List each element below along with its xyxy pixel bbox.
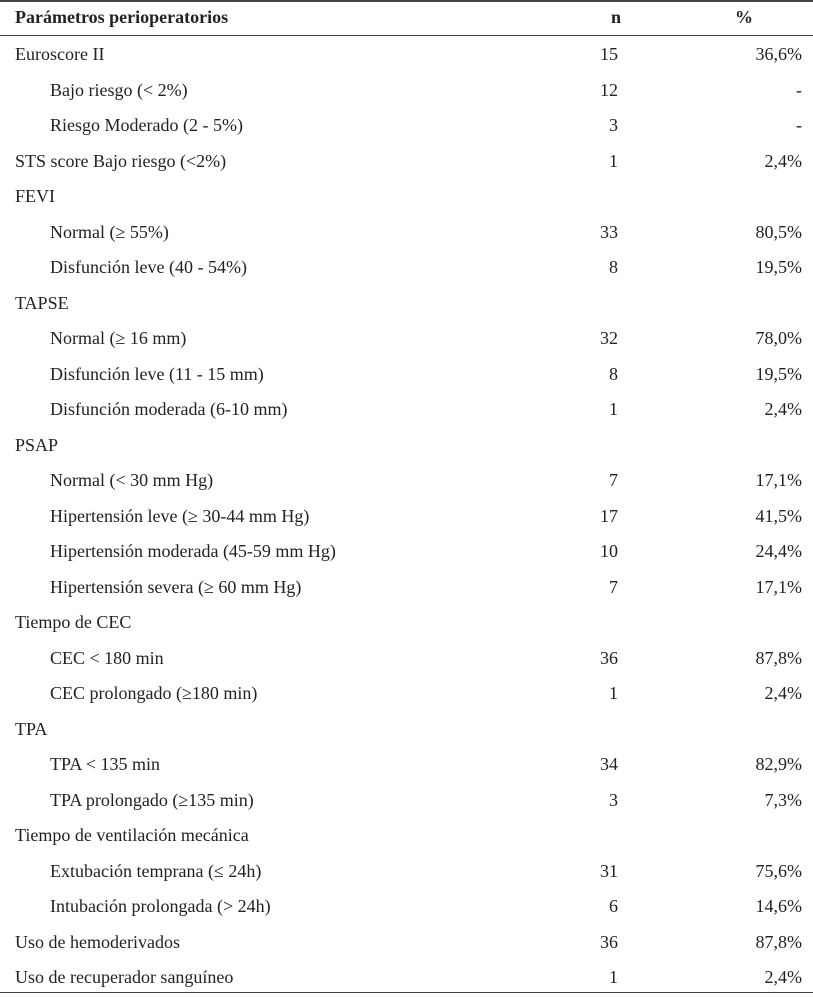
row-n: 1 (609, 399, 618, 419)
row-n: 17 (600, 505, 618, 526)
row-label: TPA prolongado (≥135 min) (50, 789, 254, 810)
table-row (0, 73, 813, 108)
row-label: Tiempo de ventilación mecánica (15, 825, 249, 845)
table-row (0, 321, 813, 356)
row-n: 3 (609, 789, 618, 810)
row-pct: 87,8% (755, 647, 802, 668)
bottom-rule (0, 992, 813, 993)
row-label: Riesgo Moderado (2 - 5%) (50, 115, 243, 135)
row-n: 8 (609, 257, 618, 277)
table-row (0, 747, 813, 782)
row-pct: 87,8% (755, 931, 802, 952)
table-row (0, 534, 813, 569)
row-pct: 80,5% (755, 221, 802, 242)
row-label: TPA (15, 718, 48, 739)
table-header (0, 0, 813, 35)
header-param: Parámetros perioperatorios (15, 7, 229, 27)
header-pct: % (735, 7, 753, 27)
row-pct: 82,9% (755, 754, 802, 774)
row-label: Disfunción leve (11 - 15 mm) (50, 363, 264, 384)
row-label: Disfunción leve (40 - 54%) (50, 257, 247, 277)
row-label: STS score Bajo riesgo (<2%) (15, 150, 227, 171)
row-n: 12 (600, 79, 618, 100)
table-row (0, 250, 813, 285)
table-row (0, 783, 813, 818)
row-label: CEC prolongado (≥180 min) (50, 683, 258, 703)
row-label: Extubación temprana (≤ 24h) (50, 860, 262, 881)
row-n: 33 (600, 221, 618, 242)
row-label: Uso de recuperador sanguíneo (15, 967, 234, 987)
table-row (0, 925, 813, 960)
row-n: 36 (600, 931, 618, 952)
table-row (0, 37, 813, 72)
row-label: CEC < 180 min (50, 647, 164, 668)
table-row (0, 605, 813, 640)
row-pct: 78,0% (755, 328, 802, 348)
row-pct: 2,4% (764, 399, 802, 419)
row-label: Tiempo de CEC (15, 612, 132, 632)
row-pct: 2,4% (764, 683, 802, 703)
row-label: Normal (< 30 mm Hg) (50, 470, 214, 490)
table-row (0, 712, 813, 747)
row-n: 1 (609, 683, 618, 703)
table-row (0, 854, 813, 889)
row-label: Normal (≥ 55%) (50, 221, 169, 242)
row-label: PSAP (15, 434, 59, 455)
row-label: Intubación prolongada (> 24h) (50, 896, 271, 916)
row-n: 32 (600, 328, 618, 348)
table-row (0, 570, 813, 605)
row-pct: 17,1% (755, 576, 802, 597)
row-pct: 19,5% (755, 363, 802, 384)
row-label: Euroscore II (15, 44, 105, 64)
table-row (0, 108, 813, 143)
row-pct: 14,6% (755, 896, 802, 916)
row-n: 1 (609, 150, 618, 171)
row-label: FEVI (15, 186, 55, 206)
row-n: 34 (600, 754, 618, 774)
row-pct: 36,6% (755, 44, 802, 64)
table-row (0, 889, 813, 924)
row-n: 7 (609, 470, 618, 490)
header-rule (0, 35, 813, 36)
table-row (0, 676, 813, 711)
row-label: TPA < 135 min (50, 754, 161, 774)
row-pct: - (796, 115, 802, 135)
row-pct: 7,3% (764, 789, 802, 810)
header-n: n (610, 7, 621, 27)
row-n: 1 (609, 967, 618, 987)
table-row (0, 357, 813, 392)
row-pct: 19,5% (755, 257, 802, 277)
row-n: 8 (609, 363, 618, 384)
row-pct: 2,4% (764, 150, 802, 171)
row-label: Uso de hemoderivados (15, 931, 180, 952)
table-row (0, 428, 813, 463)
row-n: 7 (609, 576, 618, 597)
table-row (0, 960, 813, 995)
row-n: 6 (609, 896, 618, 916)
table-row (0, 286, 813, 321)
table-row (0, 144, 813, 179)
row-pct: - (796, 79, 802, 100)
row-pct: 41,5% (755, 505, 802, 526)
table-row (0, 463, 813, 498)
row-label: Disfunción moderada (6-10 mm) (50, 399, 288, 419)
row-n: 36 (600, 647, 618, 668)
row-n: 3 (609, 115, 618, 135)
row-pct: 2,4% (764, 967, 802, 987)
table-row (0, 179, 813, 214)
row-label: TAPSE (15, 292, 69, 313)
row-n: 15 (600, 44, 618, 64)
row-label: Hipertensión moderada (45-59 mm Hg) (50, 541, 336, 561)
table-row (0, 215, 813, 250)
row-label: Normal (≥ 16 mm) (50, 328, 187, 348)
row-n: 10 (600, 541, 618, 561)
row-pct: 24,4% (755, 541, 802, 561)
row-label: Hipertensión leve (≥ 30-44 mm Hg) (50, 505, 310, 526)
row-pct: 75,6% (755, 860, 802, 881)
table-row (0, 499, 813, 534)
table-row (0, 641, 813, 676)
table-row (0, 818, 813, 853)
row-label: Hipertensión severa (≥ 60 mm Hg) (50, 576, 302, 597)
table-row (0, 392, 813, 427)
row-label: Bajo riesgo (< 2%) (50, 79, 188, 100)
row-n: 31 (600, 860, 618, 881)
row-pct: 17,1% (755, 470, 802, 490)
